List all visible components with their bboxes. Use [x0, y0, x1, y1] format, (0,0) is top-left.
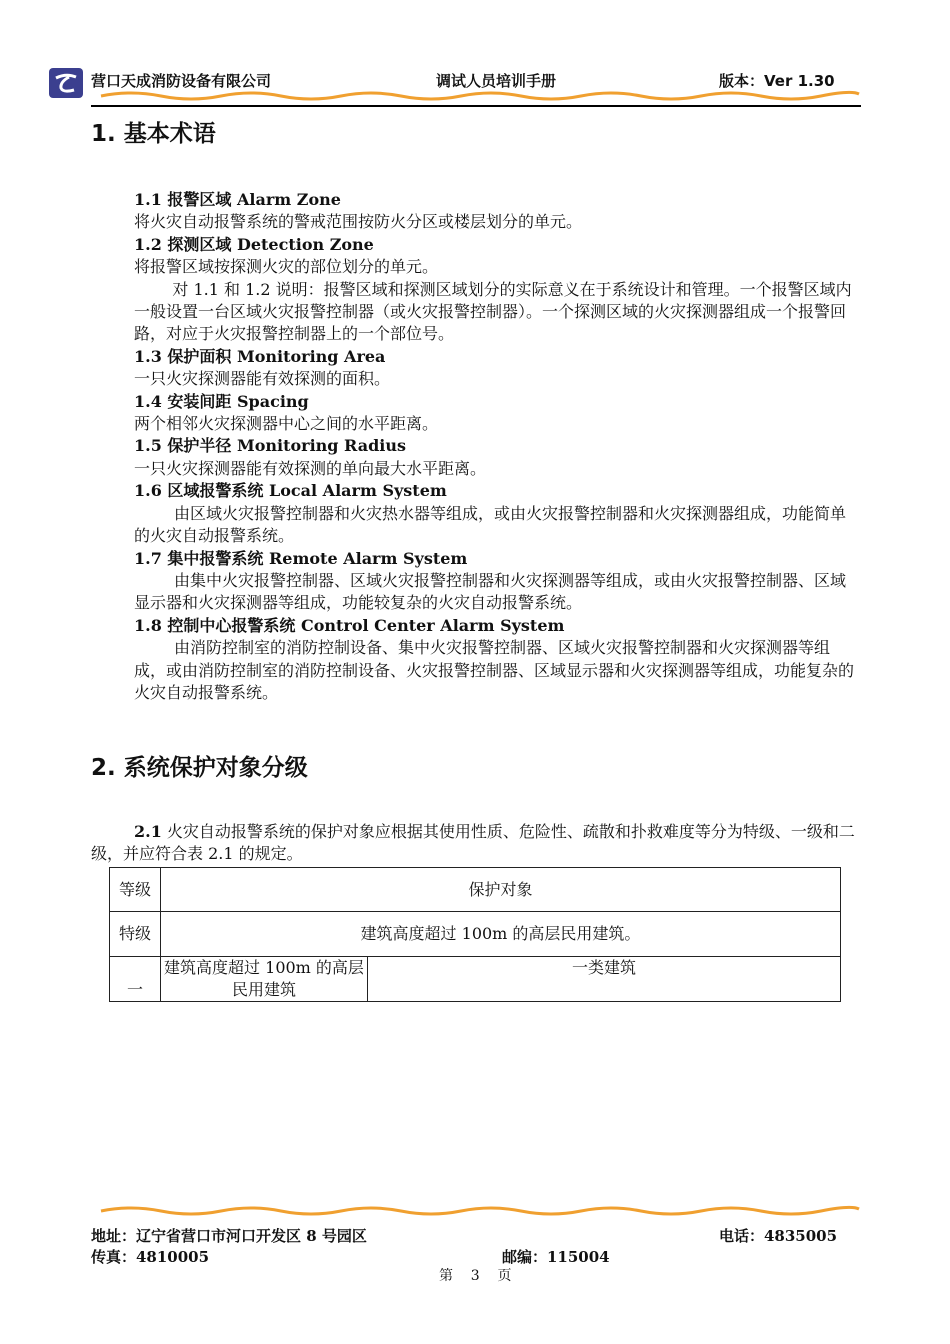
footer-phone: 电话：4835005	[719, 1227, 838, 1245]
term-1-1-title: 1.1 报警区域 Alarm Zone	[134, 190, 341, 209]
term-1-7-title: 1.7 集中报警系统 Remote Alarm System	[134, 548, 468, 568]
company-logo	[49, 68, 83, 98]
footer-postcode: 邮编：115004	[502, 1248, 610, 1266]
term-1-2-desc: 将报警区域按探测火灾的部位划分的单元。	[134, 257, 439, 277]
term-1-5-title: 1.5 保护半径 Monitoring Radius	[134, 436, 406, 456]
term-1-2-title: 1.2 探测区域 Detection Zone	[134, 234, 374, 254]
header-grade-cell: 等级	[110, 868, 161, 912]
row2-grade-cell: 一	[110, 957, 161, 1002]
term-1-4-title: 1.4 安装间距 Spacing	[134, 391, 309, 411]
row1-grade-cell: 特级	[110, 912, 161, 957]
term-1-5-desc: 一只火灾探测器能有效探测的单向最大水平距离。	[134, 458, 487, 478]
term-1-3-desc: 一只火灾探测器能有效探测的面积。	[134, 369, 391, 389]
section-2-1-text: 火灾自动报警系统的保护对象应根据其使用性质、危险性、疏散和扑救难度等分为特级、一级和二级，并应符合表 2.1 的规定。	[91, 822, 855, 864]
table-header-row	[110, 868, 841, 912]
table-row	[110, 957, 841, 1002]
term-1-8-desc: 由消防控制室的消防控制设备、集中火灾报警控制器、区域火灾报警控制器和火灾探测器等组成，或由消防控制室的消防控制设备、火灾报警控制器、区域显示器和火灾探测器等组成，功能复杂的火灾自动报警系统。	[134, 638, 855, 702]
row1-object-cell: 建筑高度超过 100m 的高层民用建筑。	[161, 912, 841, 957]
term-1-3-title: 1.3 保护面积 Monitoring Area	[134, 346, 386, 366]
protection-grade-table	[109, 867, 841, 1002]
page-number: 第 3 页	[439, 1268, 512, 1284]
version-label: 版本：Ver 1.30	[719, 72, 835, 90]
section-2-heading: 2. 系统保护对象分级	[91, 755, 308, 781]
section-2-1-number: 2.1	[134, 822, 162, 841]
header-object-cell: 保护对象	[161, 868, 841, 912]
term-1-6-title: 1.6 区域报警系统 Local Alarm System	[134, 481, 447, 501]
term-1-7-desc: 由集中火灾报警控制器、区域火灾报警控制器和火灾探测器等组成，或由火灾报警控制器、区域显示器和火灾探测器等组成，功能较复杂的火灾自动报警系统。	[134, 570, 847, 613]
footer-address: 地址：辽宁省营口市河口开发区 8 号园区	[91, 1227, 367, 1245]
header-ornament	[91, 88, 861, 108]
document-title: 调试人员培训手册	[436, 72, 557, 90]
footer-fax: 传真：4810005	[91, 1248, 210, 1266]
row2-sub-cell: 建筑高度超过 100m 的高层民用建筑	[161, 957, 368, 1002]
section-1-body	[134, 189, 860, 704]
footer-ornament	[91, 1203, 861, 1219]
term-1-4-desc: 两个相邻火灾探测器中心之间的水平距离。	[134, 414, 439, 434]
table-row	[110, 912, 841, 957]
term-1-8-title: 1.8 控制中心报警系统 Control Center Alarm System	[134, 615, 565, 635]
section-1-heading: 1. 基本术语	[91, 121, 216, 147]
term-1-2-note: 对 1.1 和 1.2 说明：报警区域和探测区域划分的实际意义在于系统设计和管理。一个报警区域内一般设置一台区域火灾报警控制器（或火灾报警控制器）。一个探测区域的火灾探测器组成一个报警回路，对应于火灾报警控制器上的一个部位号。	[134, 279, 852, 344]
term-1-6-desc: 由区域火灾报警控制器和火灾热水器等组成，或由火灾报警控制器和火灾探测器组成，功能简单的火灾自动报警系统。	[134, 503, 847, 546]
section-2-1-paragraph	[91, 821, 860, 866]
row2-object-cell: 一类建筑	[368, 957, 841, 1002]
company-name: 营口天成消防设备有限公司	[91, 72, 272, 90]
term-1-1-desc: 将火灾自动报警系统的警戒范围按防火分区或楼层划分的单元。	[134, 212, 583, 232]
